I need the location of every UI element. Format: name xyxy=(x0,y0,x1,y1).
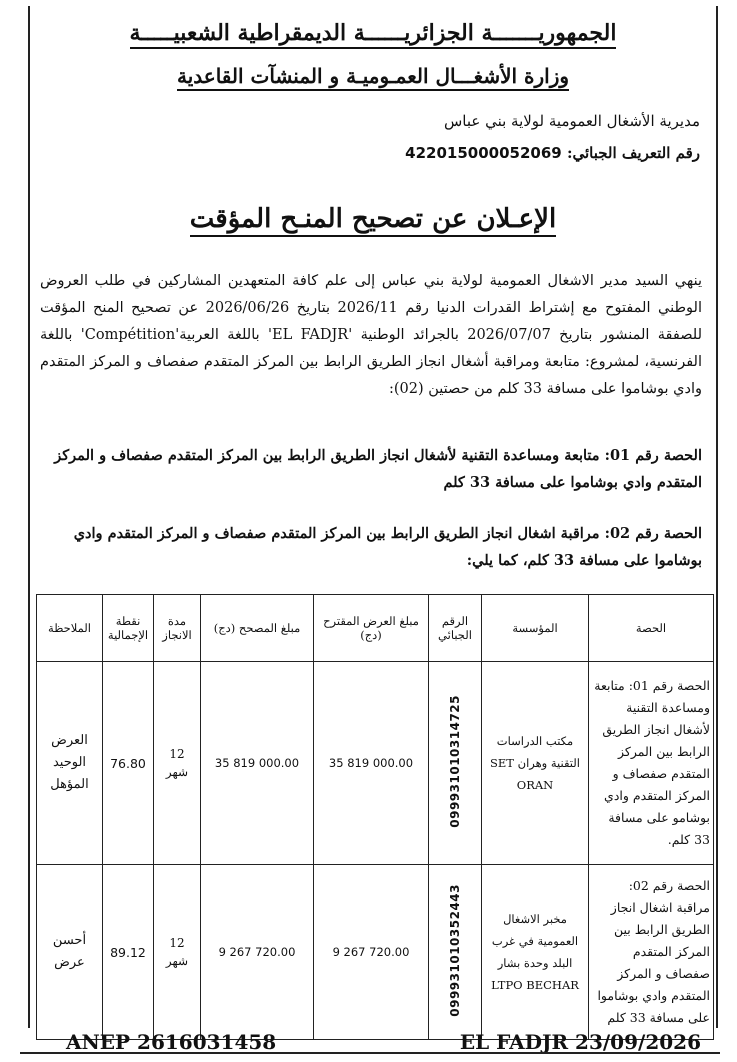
nif-line xyxy=(405,144,700,162)
notice-frame xyxy=(28,6,718,1028)
cell-lot: الحصة رقم 01: متابعة ومساعدة التقنية لأشغال انجاز الطريق الرابط بين المركز المتقدم صفصاف و المركز المتقدم وادي بوشامو على مسافة 33 كلم. xyxy=(589,662,714,865)
table-header-row xyxy=(37,595,714,662)
anep-reference: ANEP 2616031458 xyxy=(66,1030,277,1054)
lot-1-description: الحصة رقم 01: متابعة ومساعدة التقنية لأشغال انجاز الطريق الرابط بين المركز المتقدم صفصاف و المركز المتقدم وادي بوشاموا على مسافة 33 كلم xyxy=(54,447,702,491)
ministry-heading xyxy=(30,64,716,88)
cell-delay: 12 شهر xyxy=(154,865,201,1040)
cell-offer: 9 267 720.00 xyxy=(314,865,429,1040)
header-delay: مدة الانجاز xyxy=(154,595,201,662)
lot-2-description: الحصة رقم 02: مراقبة اشغال انجاز الطريق الرابط بين المركز المتقدم صفصاف و المركز المتقدم وادي بوشاموا على مسافة 33 كلم، كما يلي: xyxy=(73,525,702,569)
results-table xyxy=(36,594,714,1040)
cell-corrected: 9 267 720.00 xyxy=(201,865,314,1040)
cell-firm: مخبر الاشغال العمومية في غرب البلد وحدة بشار LTPO BECHAR xyxy=(482,865,589,1040)
table-row xyxy=(37,865,714,1040)
footer-divider xyxy=(20,1052,720,1054)
header-offer: مبلغ العرض المقترح (دج) xyxy=(314,595,429,662)
newspaper-reference: EL FADJR 23/09/2026 xyxy=(459,1030,701,1054)
cell-offer: 35 819 000.00 xyxy=(314,662,429,865)
cell-score: 89.12 xyxy=(103,865,154,1040)
directorate-line: مديرية الأشغال العمومية لولاية بني عباس xyxy=(443,112,700,130)
cell-note: العرض الوحيد المؤهل xyxy=(37,662,103,865)
header-corrected: مبلغ المصحح (دج) xyxy=(201,595,314,662)
cell-corrected: 35 819 000.00 xyxy=(201,662,314,865)
cell-nif xyxy=(429,662,482,865)
cell-delay: 12 شهر xyxy=(154,662,201,865)
notice-title xyxy=(30,204,716,234)
cell-score: 76.80 xyxy=(103,662,154,865)
nif-value: 422015000052069 xyxy=(405,144,562,162)
header-lot: الحصة xyxy=(589,595,714,662)
notice-title-text: الإعـلان عن تصحيح المنـح المؤقت xyxy=(190,204,557,237)
ministry-text: وزارة الأشغـــال العمـوميـة و المنشآت القاعدية xyxy=(177,64,569,91)
cell-nif xyxy=(429,865,482,1040)
cell-lot: الحصة رقم 02: مراقبة اشغال انجاز الطريق الرابط بين المركز المتقدم صفصاف و المركز المتقدم وادي بوشاموا على مسافة 33 كلم xyxy=(589,865,714,1040)
header-score: نقطة الإجمالية xyxy=(103,595,154,662)
cell-note: أحسن عرض xyxy=(37,865,103,1040)
header-note: الملاحظة xyxy=(37,595,103,662)
header-nif: الرقم الجبائي xyxy=(429,595,482,662)
republic-text: الجمهوريـــــــة الجزائريــــــة الديمقراطية الشعبيـــــة xyxy=(130,20,617,49)
nif-number: 099931010352443 xyxy=(448,884,462,1017)
nif-number: 099931010314725 xyxy=(448,695,462,828)
nif-label: رقم التعريف الجبائي: xyxy=(566,144,700,162)
republic-heading xyxy=(30,20,716,46)
notice-body: ينهي السيد مدير الاشغال العمومية لولاية بني عباس إلى علم كافة المتعهدين المشاركين في طلب العروض الوطني المفتوح مع إشتراط القدرات الدنيا رقم 2026/11 بتاريخ 2026/06/26 عن تصحيح المنح المؤقت للصفقة المنشور بتاريخ 2026/07/07 بالجرائد الوطنية 'EL FADJR' باللغة العربية'Compétition' باللغة الفرنسية، لمشروع: متابعة ومراقبة أشغال انجاز الطريق الرابط بين المركز المتقدم صفصاف و المركز المتقدم وادي بوشاموا على مسافة 33 كلم من حصتين (02): xyxy=(40,273,703,397)
cell-firm: مكتب الدراسات التقنية وهران SET ORAN xyxy=(482,662,589,865)
table-row xyxy=(37,662,714,865)
header-firm: المؤسسة xyxy=(482,595,589,662)
